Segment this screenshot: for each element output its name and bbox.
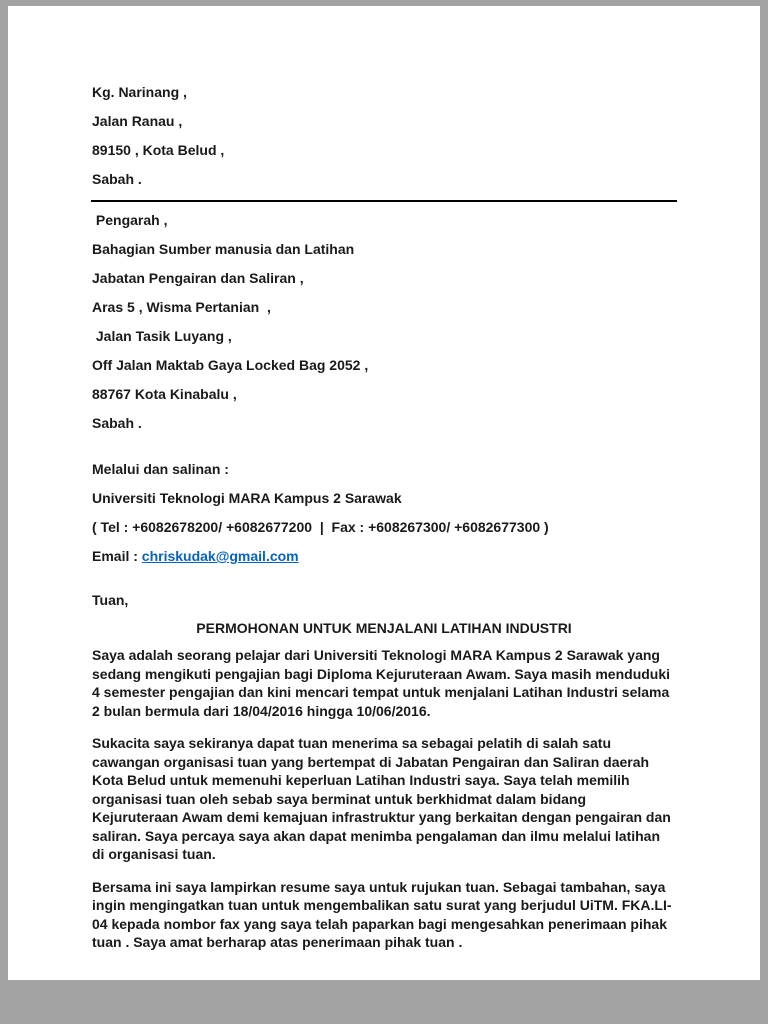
- sender-address-line: 89150 , Kota Belud ,: [92, 142, 225, 158]
- recipient-address-line: 88767 Kota Kinabalu ,: [92, 386, 237, 402]
- recipient-address-line: Jalan Tasik Luyang ,: [92, 328, 232, 344]
- recipient-address-line: Pengarah ,: [92, 212, 168, 228]
- subject-title: PERMOHONAN UNTUK MENJALANI LATIHAN INDUSTRI: [196, 620, 572, 636]
- sender-address-line: Sabah .: [92, 171, 142, 187]
- recipient-address-line: Aras 5 , Wisma Pertanian ,: [92, 299, 271, 315]
- recipient-address-line: Bahagian Sumber manusia dan Latihan: [92, 241, 355, 257]
- contact-numbers: ( Tel : +6082678200/ +6082677200 | Fax : +608267300/ +6082677300 ): [92, 519, 549, 535]
- body-paragraph: Saya adalah seorang pelajar dari Universiti Teknologi MARA Kampus 2 Sarawak yang sedang mengikuti pengajian bagi Diploma Kejuruteraan Awam. Saya masih menduduki 4 semester pengajian dan kini mencari tempat untuk menjalani Latihan Industri selama 2 bulan bermula dari 18/04/2016 hingga 10/06/2016.: [92, 647, 671, 719]
- divider-line: [91, 200, 677, 202]
- body-paragraph: Bersama ini saya lampirkan resume saya untuk rujukan tuan. Sebagai tambahan, saya ingin mengingatkan tuan untuk mengembalikan satu surat yang berjudul UiTM. FKA.LI-04 kepada nombor fax yang saya telah paparkan bagi mengesahkan penerimaan pihak tuan . Saya amat berharap atas penerimaan pihak tuan .: [92, 878, 672, 950]
- recipient-address-line: Sabah .: [92, 415, 142, 431]
- sender-address-line: Kg. Narinang ,: [92, 84, 187, 100]
- email-link[interactable]: chriskudak@gmail.com: [141, 548, 299, 564]
- sender-address-line: Jalan Ranau ,: [92, 113, 183, 129]
- university-name: Universiti Teknologi MARA Kampus 2 Sarawak: [92, 490, 402, 506]
- letter-page: [8, 6, 760, 980]
- salutation: Tuan,: [92, 592, 129, 608]
- recipient-address-line: Jabatan Pengairan dan Saliran ,: [92, 270, 304, 286]
- body-paragraph: Sukacita saya sekiranya dapat tuan menerima sa sebagai pelatih di salah satu cawangan organisasi tuan yang bertempat di Jabatan Pengairan dan Saliran daerah Kota Belud untuk memenuhi keperluan Latihan Industri saya. Saya telah memilih organisasi tuan oleh sebab saya berminat untuk berkhidmat dalam bidang Kejuruteraan Awam demi kemajuan infrastruktur yang berkaitan dengan pengairan dan saliran. Saya percaya saya akan dapat menimba pengalaman dan ilmu melalui latihan di organisasi tuan.: [92, 735, 671, 862]
- email-label: Email :: [92, 548, 142, 564]
- via-label: Melalui dan salinan :: [92, 461, 229, 477]
- sender-address: [92, 84, 676, 187]
- recipient-address-line: Off Jalan Maktab Gaya Locked Bag 2052 ,: [92, 357, 369, 373]
- via-and-copy-block: [92, 461, 676, 564]
- email-line: [92, 548, 676, 564]
- recipient-address: [92, 212, 676, 431]
